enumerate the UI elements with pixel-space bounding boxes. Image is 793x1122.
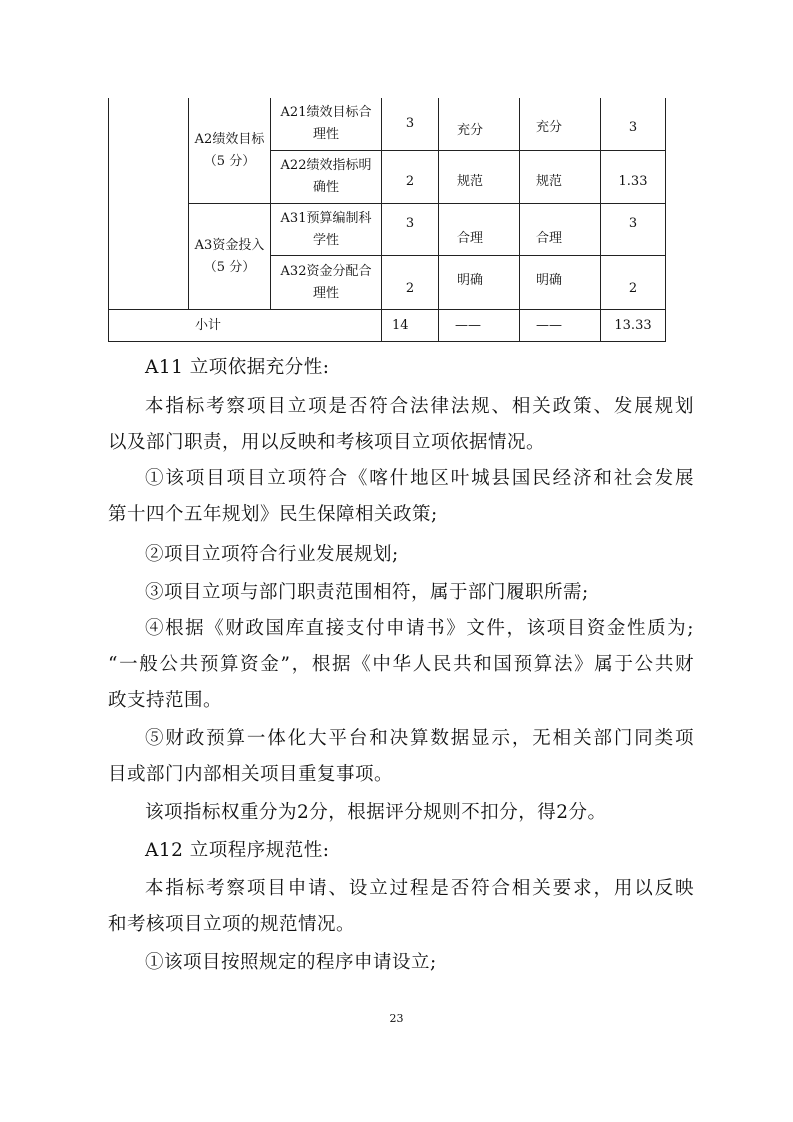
table-border: [108, 341, 666, 342]
paragraph-line: 目或部门内部相关项目重复事项。: [108, 764, 394, 785]
paragraph: 该项指标权重分为2分，根据评分规则不扣分，得2分。: [145, 802, 607, 823]
indicator-name-line: A31预算编制科: [280, 210, 372, 226]
paragraph-line: 政支持范围。: [108, 690, 223, 711]
table-border: [108, 98, 109, 342]
paragraph-line: 以及部门职责，用以反映和考核项目立项依据情况。: [108, 432, 546, 453]
indicator-name: [271, 98, 381, 150]
indicator-name-line: 理性: [312, 127, 339, 142]
indicator-name-line: A21绩效目标合: [280, 105, 372, 120]
group-cell: [189, 98, 270, 203]
paragraph-line: 和考核项目立项的规范情况。: [108, 914, 356, 935]
subtotal-weight: 14: [392, 317, 409, 333]
subtotal-standard: ——: [455, 317, 481, 333]
paragraph-line: ④根据《财政国库直接支付申请书》文件，该项目资金性质为;: [145, 618, 694, 639]
indicator-name-line: A22绩效指标明: [280, 158, 372, 173]
paragraph-line: ⑤财政预算一体化大平台和决算数据显示，无相关部门同类项: [145, 728, 694, 749]
standard-cell: 明确: [457, 273, 484, 288]
paragraph: ③项目立项与部门职责范围相符，属于部门履职所需;: [145, 582, 589, 603]
weight-cell: 2: [405, 174, 415, 189]
group-points: （5 分）: [203, 153, 256, 169]
score-table: [108, 98, 666, 342]
score-cell: 3: [628, 216, 638, 231]
paragraph-line: 本指标考察项目申请、设立过程是否符合相关要求，用以反映: [145, 878, 694, 899]
group-label: A2绩效目标: [194, 131, 265, 147]
standard-cell: 充分: [457, 123, 484, 138]
indicator-name-line: 确性: [312, 180, 339, 195]
weight-cell: 2: [405, 280, 415, 296]
indicator-name-line: 理性: [312, 285, 339, 301]
score-cell: 2: [628, 280, 638, 296]
group-label: A3资金投入: [194, 237, 265, 253]
indicator-name: [271, 151, 381, 203]
score-cell: 3: [628, 120, 638, 135]
subtotal-actual: ——: [536, 317, 562, 333]
paragraph-line: 本指标考察项目立项是否符合法律法规、相关政策、发展规划: [145, 396, 694, 417]
page-number: 23: [389, 1012, 404, 1025]
paragraph-line: ①该项目项目立项符合《喀什地区叶城县国民经济和社会发展: [145, 468, 694, 489]
actual-cell: 合理: [536, 230, 563, 246]
section-heading: A11 立项依据充分性:: [145, 357, 330, 378]
group-points: （5 分）: [203, 259, 256, 275]
subtotal-label: 小计: [194, 317, 221, 333]
paragraph-line: “一般公共预算资金”，根据《中华人民共和国预算法》属于公共财: [108, 654, 694, 675]
paragraph: ①该项目按照规定的程序申请设立;: [145, 952, 437, 973]
indicator-name-line: A32资金分配合: [280, 263, 372, 279]
weight-cell: 3: [405, 116, 415, 131]
group-cell: [189, 204, 270, 309]
score-cell: 1.33: [618, 174, 648, 189]
paragraph-line: 第十四个五年规划》民生保障相关政策;: [108, 504, 438, 525]
subtotal-score: 13.33: [614, 317, 652, 333]
weight-cell: 3: [405, 216, 415, 231]
standard-cell: 规范: [457, 174, 484, 189]
indicator-name: [271, 256, 381, 309]
standard-cell: 合理: [457, 230, 484, 246]
actual-cell: 充分: [536, 120, 563, 135]
actual-cell: 规范: [536, 174, 563, 189]
paragraph: ②项目立项符合行业发展规划;: [145, 544, 399, 565]
indicator-name: [271, 204, 381, 255]
actual-cell: 明确: [536, 273, 563, 288]
indicator-name-line: 学性: [312, 232, 339, 248]
table-border: [665, 98, 666, 342]
section-heading: A12 立项程序规范性:: [145, 840, 330, 861]
